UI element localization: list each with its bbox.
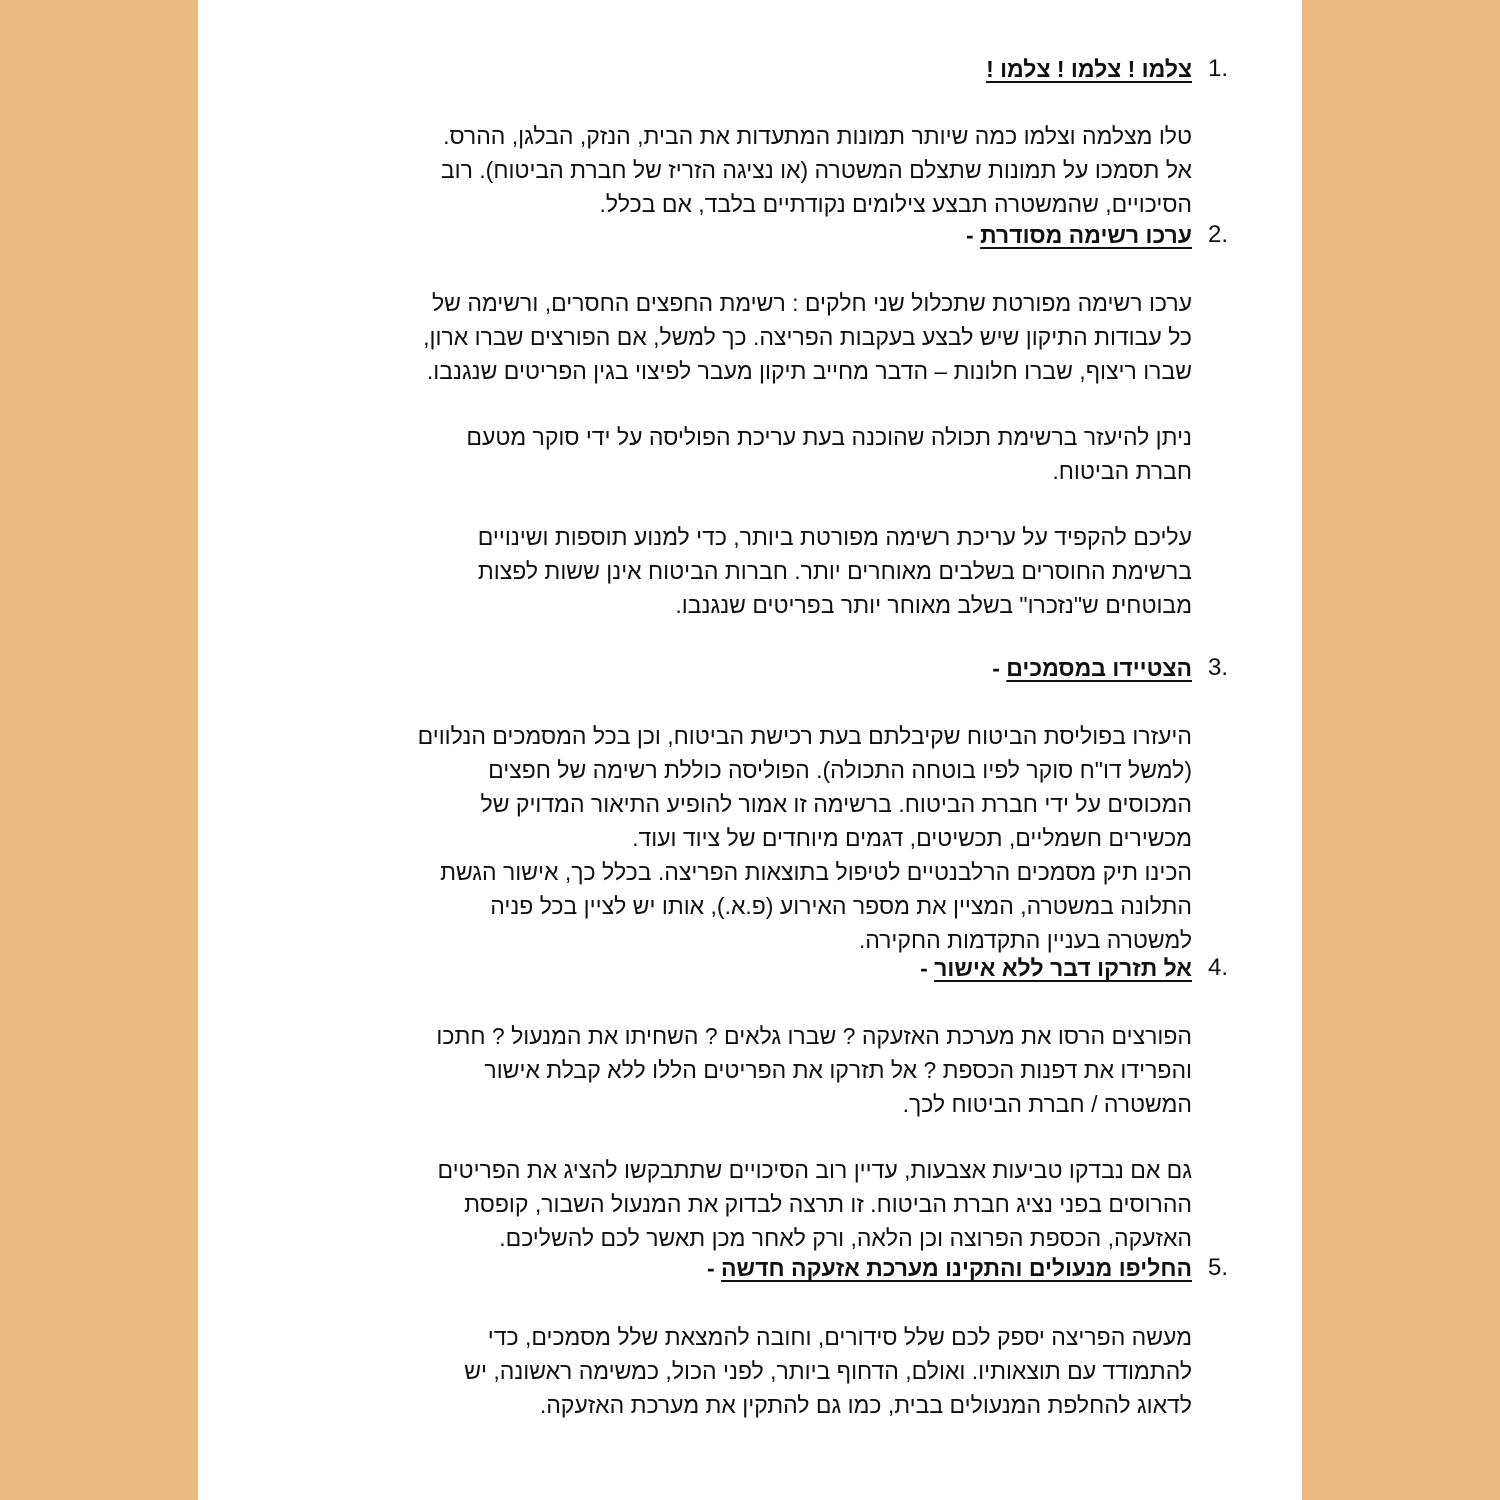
section-4-paragraph-2 — [437, 1153, 1192, 1255]
text-line: גם אם נבדקו טביעות אצבעות, עדיין רוב הסיכויים שתתבקשו להציג את הפריטים — [437, 1157, 1192, 1183]
text-line: והפרידו את דפנות הכספת ? אל תזרקו את הפריטים הללו ללא קבלת אישור — [484, 1057, 1192, 1083]
text-line: טלו מצלמה וצלמו כמה שיותר תמונות המתעדות את הבית, הנזק, הבלגן, ההרס. — [443, 123, 1192, 149]
text-line: חברת הביטוח. — [1052, 458, 1192, 484]
text-line: ההרוסים בפני נציג חברת הביטוח. זו תרצה לבדוק את המנעול השבור, קופסת — [464, 1191, 1192, 1217]
section-5-heading — [707, 1255, 1192, 1282]
text-line: ברשימת החוסרים בשלבים מאוחרים יותר. חברות הביטוח אינן ששות לפצות — [477, 558, 1192, 584]
text-line: הסיכויים, שהמשטרה תבצע צילומים נקודתיים בלבד, אם בכלל. — [599, 191, 1192, 217]
section-1-paragraph-1 — [441, 119, 1192, 221]
section-1-number: 1. — [1208, 55, 1229, 82]
text-line: אל תסמכו על תמונות שתצלם המשטרה (או נציגה הזריז של חברת הביטוח). רוב — [440, 157, 1192, 183]
text-line: ערכו רשימה מפורטת שתכלול שני חלקים : רשימת החפצים החסרים, ורשימה של — [432, 290, 1192, 316]
section-3-title: הצטיידו במסמכים — [1006, 655, 1192, 681]
section-2-suffix: - — [966, 222, 981, 248]
section-2-paragraph-1 — [423, 286, 1192, 388]
section-4-title: אל תזרקו דבר ללא אישור — [934, 955, 1192, 981]
text-line: ניתן להיעזר ברשימת תכולה שהוכנה בעת עריכת הפוליסה על ידי סוקר מטעם — [466, 424, 1192, 450]
section-2-paragraph-2 — [466, 420, 1192, 488]
section-3-number: 3. — [1208, 654, 1229, 681]
section-5-suffix: - — [706, 1255, 722, 1281]
section-2-title: ערכו רשימה מסודרת — [980, 222, 1192, 248]
text-line: לדאוג להחלפת המנעולים בבית, כמו גם להתקין את מערכת האזעקה. — [539, 1392, 1192, 1418]
text-line: המשטרה / חברת הביטוח לכך. — [902, 1091, 1192, 1117]
text-line: למשטרה בעניין התקדמות החקירה. — [858, 927, 1192, 953]
document-page — [198, 0, 1302, 1500]
section-4-suffix: - — [920, 955, 935, 981]
text-line: (למשל דו"ח סוקר לפיו בוטחה התכולה). הפוליסה כוללת רשימה של חפצים — [488, 757, 1192, 783]
text-line: להתמודד עם תוצאותיו. ואולם, הדחוף ביותר, לפני הכול, כמשימה ראשונה, יש — [464, 1358, 1192, 1384]
text-line: היעזרו בפוליסת הביטוח שקיבלתם בעת רכישת הביטוח, וכן בכל המסמכים הנלווים — [417, 723, 1192, 749]
section-3-suffix: - — [992, 655, 1007, 681]
text-line: מבוטחים ש"נזכרו" בשלב מאוחר יותר בפריטים שנגנבו. — [675, 592, 1192, 618]
section-2-paragraph-3 — [478, 520, 1192, 622]
section-4-number: 4. — [1208, 954, 1229, 981]
text-line: שברו ריצוף, שברו חלונות – הדבר מחייב תיקון מעבר לפיצוי בגין הפריטים שנגנבו. — [426, 358, 1192, 384]
text-line: האזעקה, הכספת הפרוצה וכן הלאה, ורק לאחר מכן תאשר לכם להשליכם. — [499, 1225, 1192, 1251]
section-2-heading — [966, 222, 1192, 249]
section-5-number: 5. — [1208, 1254, 1229, 1281]
section-4-heading — [920, 955, 1192, 982]
text-line: התלונה במשטרה, המציין את מספר האירוע (פ.א.), אותו יש לציין בכל פניה — [490, 893, 1192, 919]
section-3-heading — [992, 655, 1192, 682]
text-line: מעשה הפריצה יספק לכם שלל סידורים, וחובה להמצאת שלל מסמכים, כדי — [487, 1324, 1192, 1350]
text-line: הכינו תיק מסמכים הרלבנטיים לטיפול בתוצאות הפריצה. בכלל כך, אישור הגשת — [440, 859, 1192, 885]
text-line: המכוסים על ידי חברת הביטוח. ברשימה זו אמור להופיע התיאור המדויק של — [480, 791, 1192, 817]
section-2-number: 2. — [1208, 221, 1229, 248]
section-4-paragraph-1 — [436, 1019, 1192, 1121]
text-line: עליכם להקפיד על עריכת רשימה מפורטת ביותר, כדי למנוע תוספות ושינויים — [477, 524, 1192, 550]
text-line: הפורצים הרסו את מערכת האזעקה ? שברו גלאים ? השחיתו את המנעול ? חתכו — [436, 1023, 1192, 1049]
section-1-heading — [986, 56, 1192, 83]
section-3-paragraph-1 — [418, 719, 1192, 957]
section-1-title: צלמו ! צלמו ! צלמו ! — [986, 56, 1192, 82]
text-line: כל עבודות התיקון שיש לבצע בעקבות הפריצה. כך למשל, אם הפורצים שברו ארון, — [423, 324, 1192, 350]
section-5-title: החליפו מנעולים והתקינו מערכת אזעקה חדשה — [721, 1255, 1192, 1281]
text-line: מכשירים חשמליים, תכשיטים, דגמים מיוחדים של ציוד ועוד. — [632, 825, 1192, 851]
section-5-paragraph-1 — [464, 1320, 1192, 1422]
